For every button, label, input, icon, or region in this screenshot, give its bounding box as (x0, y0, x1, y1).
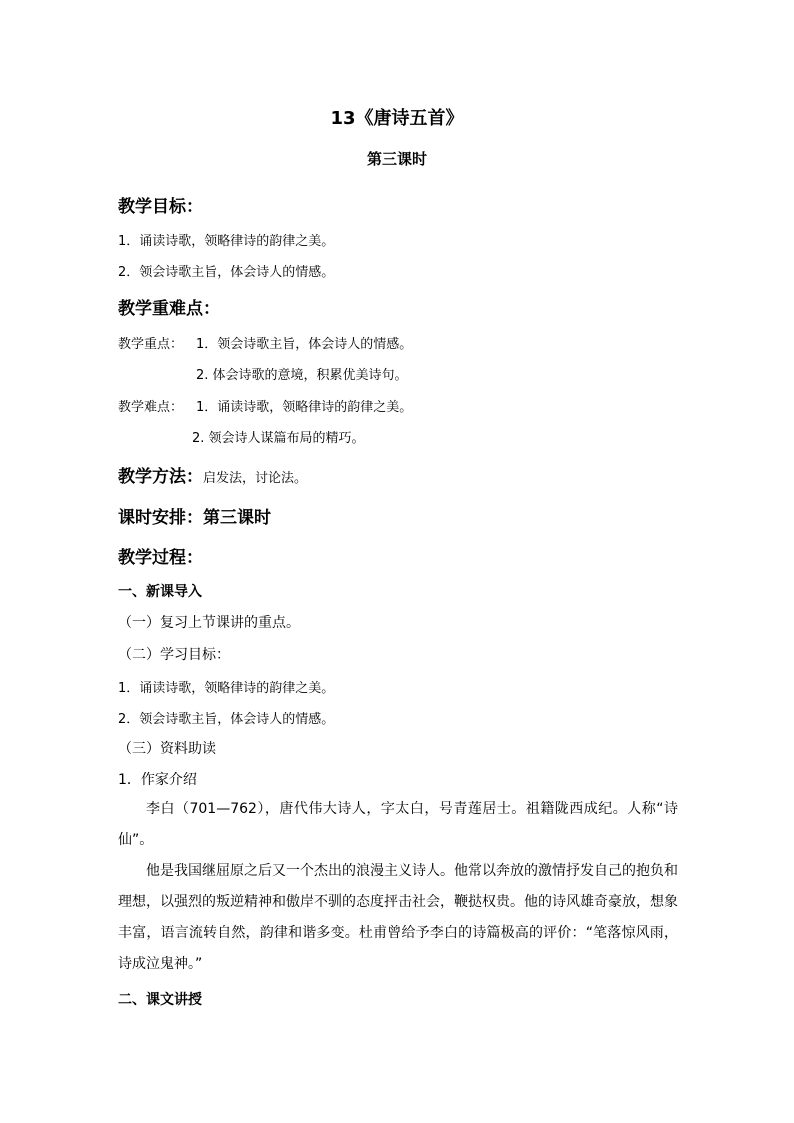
difficulty-label: 教学难点： (118, 400, 184, 415)
focus-item: 2. 体会诗歌的意境，积累优美诗句。 (196, 368, 408, 383)
difficulty-item: 1．诵读诗歌，领略律诗的韵律之美。 (196, 400, 413, 415)
subsection-heading: （三）资料助读 (118, 741, 216, 757)
focus-label: 教学重点： (118, 337, 184, 352)
difficulty-item: 2. 领会诗人谋篇布局的精巧。 (192, 431, 365, 446)
author-intro-heading: 1．作家介绍 (118, 772, 197, 788)
goal-item: 1．诵读诗歌，领略律诗的韵律之美。 (118, 681, 335, 696)
method-value: 启发法，讨论法。 (203, 471, 308, 486)
process-heading: 教学过程： (118, 548, 203, 568)
author-paragraph: 李白（701—762），唐代伟大诗人，字太白，号青莲居士。祖籍陇西成纪。人称“诗仙”。 (118, 801, 678, 848)
subsection-heading: （一）复习上节课讲的重点。 (118, 615, 300, 631)
section-heading: 一、新课导入 (118, 584, 202, 600)
lesson-subtitle: 第三课时 (366, 150, 427, 168)
goal-item: 2．领会诗歌主旨，体会诗人的情感。 (118, 265, 335, 280)
goal-item: 2．领会诗歌主旨，体会诗人的情感。 (118, 712, 335, 727)
method-row (118, 462, 307, 487)
document-title: 13《唐诗五首》 (330, 108, 464, 129)
goals-heading: 教学目标： (118, 197, 203, 217)
method-label: 教学方法： (118, 467, 203, 487)
subsection-heading: （二）学习目标： (118, 647, 230, 663)
schedule-heading: 课时安排：第三课时 (118, 508, 271, 528)
goal-item: 1．诵读诗歌，领略律诗的韵律之美。 (118, 234, 335, 249)
section-heading: 二、课文讲授 (118, 992, 202, 1008)
focus-item: 1．领会诗歌主旨，体会诗人的情感。 (196, 337, 413, 352)
keypoints-heading: 教学重难点： (118, 299, 220, 319)
author-paragraph: 他是我国继屈原之后又一个杰出的浪漫主义诗人。他常以奔放的激情抒发自己的抱负和理想，以强烈的叛逆精神和傲岸不驯的态度抨击社会，鞭挞权贵。他的诗风雄奇豪放，想象丰富，语言流转自然，韵律和谐多变。杜甫曾给予李白的诗篇极高的评价：“笔落惊风雨，诗成泣鬼神。” (118, 863, 678, 972)
